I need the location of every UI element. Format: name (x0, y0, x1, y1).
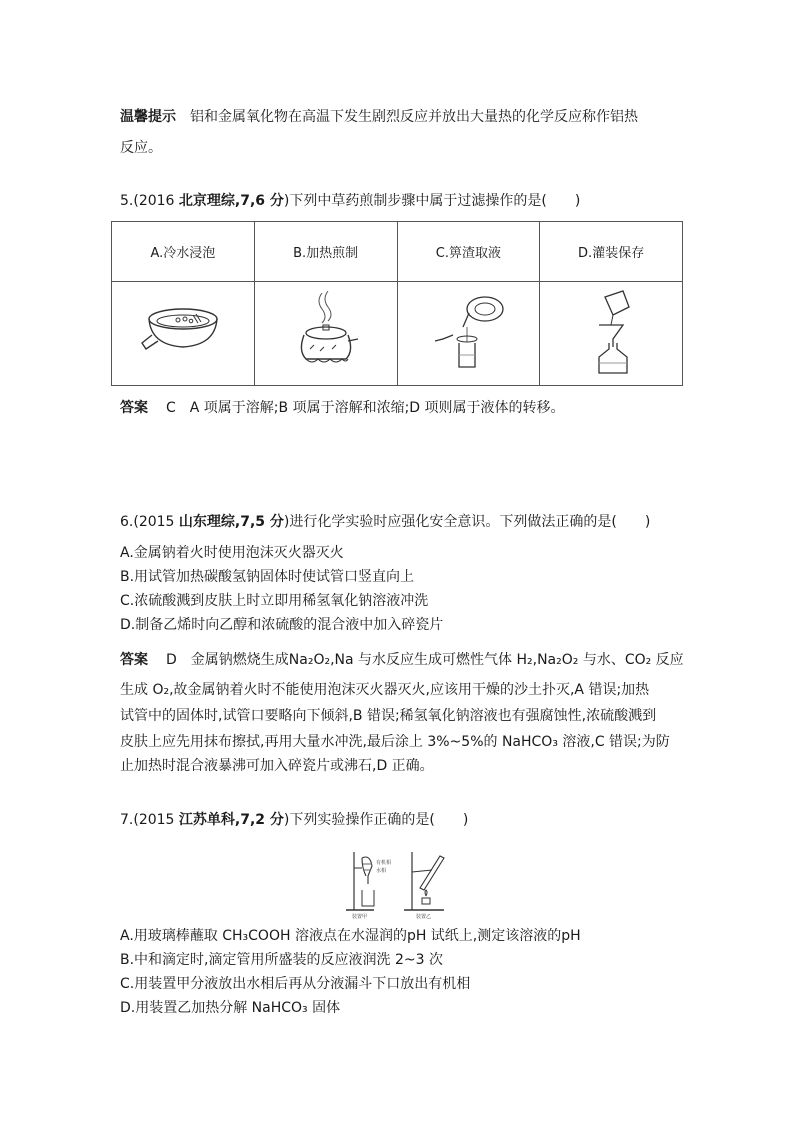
q7-stem: 7.(2015 江苏单科,7,2 分)下列实验操作正确的是( ) (120, 812, 469, 828)
q6-stem: 6.(2015 山东理综,7,5 分)进行化学实验时应强化安全意识。下列做法正确的是( ) (120, 514, 651, 530)
q6-answer-label: 答案 (120, 652, 148, 668)
q6-answer-line-1: 金属钠燃烧生成Na₂O₂,Na 与水反应生成可燃性气体 H₂,Na₂O₂ 与水、CO₂ 反应 (190, 652, 684, 668)
label-water-phase: 水相 (376, 868, 387, 874)
label-organic-phase: 有机相 (376, 860, 392, 866)
q5-answer (120, 398, 565, 418)
q6-answer-line-2: 生成 O₂,故金属钠着火时不能使用泡沫灭火器灭火,应该用干燥的沙土扑灭,A 错误;加热 (120, 682, 650, 698)
q7-source: 江苏单科 (178, 812, 235, 828)
q7-apparatus-figure (340, 848, 460, 920)
q5-answer-text: A 项属于溶解;B 项属于溶解和浓缩;D 项则属于液体的转移。 (189, 400, 565, 416)
pot-icon (138, 297, 228, 367)
q5-option-d: D.灌装保存 (540, 222, 683, 282)
label-apparatus-a: 装置甲 (352, 914, 368, 920)
q5-option-c: C.箅渣取液 (397, 222, 540, 282)
tip-line-2: 反应。 (120, 140, 162, 156)
q5-source: 北京理综 (178, 193, 235, 209)
q6-option-d: D.制备乙烯时向乙醇和浓硫酸的混合液中加入碎瓷片 (120, 617, 444, 633)
q6-answer-line-3: 试管中的固体时,试管口要略向下倾斜,B 错误;稀氢氧化钠溶液也有强腐蚀性,浓硫酸溅到 (120, 708, 657, 724)
heating-tube-icon (404, 852, 444, 910)
q5-stem: 5.(2016 北京理综,7,6 分)下列中草药煎制步骤中属于过滤操作的是( ) (120, 193, 581, 209)
strainer-icon (423, 287, 513, 377)
q7-option-a: A.用玻璃棒蘸取 CH₃COOH 溶液点在水湿润的pH 试纸上,测定该溶液的pH (120, 928, 581, 944)
q6-source: 山东理综 (178, 514, 235, 530)
kettle-icon (286, 289, 366, 374)
q6-answer-key: D (166, 652, 177, 668)
label-apparatus-b: 装置乙 (416, 914, 432, 920)
q6-answer-line-5: 止加热时混合液暴沸可加入碎瓷片或沸石,D 正确。 (120, 758, 434, 774)
q7-option-d: D.用装置乙加热分解 NaHCO₃ 固体 (120, 1000, 341, 1016)
q7-option-b: B.中和滴定时,滴定管用所盛装的反应液润洗 2~3 次 (120, 952, 443, 968)
q6-answer (120, 650, 684, 670)
q5-answer-key: C (166, 400, 176, 416)
q7-option-c: C.用装置甲分液放出水相后再从分液漏斗下口放出有机相 (120, 976, 471, 992)
q5-option-a: A.冷水浸泡 (112, 222, 255, 282)
separatory-funnel-icon (346, 852, 374, 910)
q6-option-b: B.用试管加热碳酸氢钠固体时使试管口竖直向上 (120, 569, 415, 585)
q6-answer-line-4: 皮肤上应先用抹布擦拭,再用大量水冲洗,最后涂上 3%~5%的 NaHCO₃ 溶液,C 错误;为防 (120, 734, 670, 750)
q5-options-table (111, 221, 683, 386)
q5-option-b: B.加热煎制 (254, 222, 397, 282)
tip-line-1 (120, 107, 638, 127)
tip-text-1: 铝和金属氧化物在高温下发生剧烈反应并放出大量热的化学反应称作铝热 (190, 109, 638, 125)
q6-option-c: C.浓硫酸溅到皮肤上时立即用稀氢氧化钠溶液冲洗 (120, 593, 429, 609)
q5-answer-label: 答案 (120, 400, 148, 416)
tip-label: 温馨提示 (120, 109, 176, 125)
bottle-icon (571, 287, 651, 377)
q6-option-a: A.金属钠着火时使用泡沫灭火器灭火 (120, 545, 344, 561)
